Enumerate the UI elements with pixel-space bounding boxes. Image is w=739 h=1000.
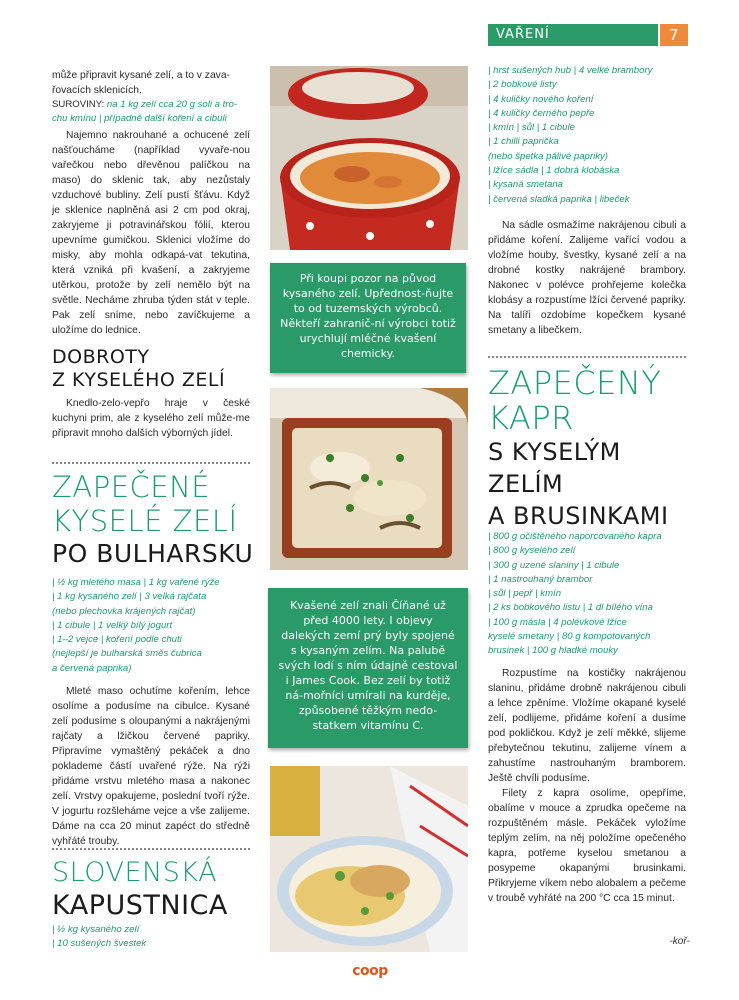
ingredient-line: | 4 kuličky nového koření <box>488 93 594 105</box>
ingredient-line: (nebo špetka pálivé papriky) <box>488 150 608 162</box>
ingredient-line: | 4 kuličky černého pepře <box>488 107 595 119</box>
recipe3-title-line-2: KAPR <box>488 399 574 437</box>
ingredient-line: | 300 g uzené slaniny | 1 cibule <box>488 559 620 571</box>
suroviny-items: na 1 kg zelí cca 20 g soli a tro- <box>106 99 238 110</box>
fact-box-history-text: Kvašené zelí znali Číňané už před 4000 lety. I objevy dalekých zemí prý byly spojené s kysaným zelím. Na palubě svých lodí s ním údajně cestoval i James Cook. Bez zelí by totiž ná-mořníci umírali na kurděje, způsobené těžkým nedo-statkem vitamínu C. <box>278 599 458 732</box>
recipe3-title-line-3: S KYSELÝM <box>488 438 621 466</box>
recipe3-method <box>488 666 686 906</box>
dobroty-text <box>52 396 250 441</box>
ingredient-line: | 2 ks bobkového listu | 1 dl bílého vína <box>488 602 653 614</box>
dobroty-heading <box>52 346 225 392</box>
ingredient-line: kyselé smetany | 80 g kompotovaných <box>488 631 651 643</box>
ingredient-line: | 800 g očištěného naporcovaného kapra <box>488 531 662 542</box>
ingredient-line: | 10 sušených švestek <box>52 938 147 950</box>
recipe3-title <box>488 366 698 532</box>
recipe2-method <box>488 218 686 338</box>
ingredient-line: | kmín | sůl | 1 cibule <box>488 122 575 134</box>
ingredient-line: | lžíce sádla | 1 dobrá klobáska <box>488 165 620 177</box>
suroviny-items-2: chu kmínu | případně další koření a cibuli <box>52 113 227 125</box>
recipe2-title-line-2: KAPUSTNICA <box>52 890 228 921</box>
suroviny-block <box>52 98 257 127</box>
coop-logo <box>348 962 392 980</box>
recipe1-title-line-3: PO BULHARSKU <box>52 539 254 568</box>
ingredient-line: | kysaná smetana <box>488 179 564 191</box>
ingredient-line: | 1 kg kysaného zelí | 3 velká rajčata <box>52 591 207 603</box>
ingredient-line: a červená paprika) <box>52 662 132 674</box>
ingredient-line: (nejlepší je bulharská směs čubrica <box>52 648 202 660</box>
recipe1-title-line-1: ZAPEČENÉ <box>52 470 211 504</box>
recipe1-method <box>52 684 250 849</box>
ingredient-line: | ½ kg kysaného zelí <box>52 924 140 935</box>
fish-plate-photo <box>270 766 468 952</box>
soup-photo <box>270 66 468 250</box>
intro-line-1: může připravit kysané zelí, a to v zava- <box>52 70 230 81</box>
ingredient-line: | 1–2 vejce | koření podle chuti <box>52 634 182 646</box>
recipe3-title-line-1: ZAPEČENÝ <box>488 364 662 402</box>
tip-box-origin <box>270 263 466 373</box>
recipe3-method-paragraph-2: Filety z kapra osolíme, opepříme, obalíme v mouce a zprudka opečeme na rozpuštěném másle. Pekáček vyložíme teplým zelím, na něj položíme opečeného kapra, potřeme kyselou smetanou a posypeme okapanými brusinkami. Přikryjeme víkem nebo alobalem a pečeme v troubě vyhřáté na 200 °C cca 15 minut. <box>488 788 686 904</box>
recipe2-title-line-1: SLOVENSKÁ <box>52 857 218 888</box>
author-signature: -koř- <box>669 936 690 947</box>
fact-box-history <box>268 588 468 748</box>
intro-text <box>52 68 252 98</box>
ingredient-line: | hrst sušených hub | 4 velké brambory <box>488 65 653 76</box>
ingredient-line: (nebo plechovka krájených rajčat) <box>52 605 196 617</box>
ingredient-line: brusinek | 100 g hladké mouky <box>488 645 618 657</box>
ingredient-line: | sůl | pepř | kmín <box>488 588 562 600</box>
dobroty-paragraph: Knedlo-zelo-vepřo hraje v české kuchyni prim, ale z kyselého zelí může-me připravit mnoho dalších výborných jídel. <box>52 398 250 439</box>
page-number-tab <box>660 24 688 46</box>
coop-logo-text: coop <box>352 963 388 979</box>
recipe1-method-paragraph: Mleté maso ochutíme kořením, lehce osolíme a podusíme na cibulce. Kysané zelí podusíme s oloupanými a nakrájenými rajčaty a lžičkou červené papriky. Připravíme vymaštěný pekáček a dno poklademe částí uvařené rýže. Na rýži přidáme vrstvu mletého masa a nakonec zelí. Vrstvy opakujeme, poslední tvoří rýže. V jogurtu rozšleháme vejce a vše zalijeme. Dáme na cca 20 minut zapéct do středně vyhřáté trouby. <box>52 686 250 847</box>
ingredient-line: | červená sladká paprika | libeček <box>488 193 630 205</box>
recipe1-ingredients <box>52 576 257 676</box>
ingredient-line: | 1 nastrouhaný brambor <box>488 573 593 585</box>
dobroty-heading-line-2: Z KYSELÉHO ZELÍ <box>52 369 226 391</box>
recipe2-method-paragraph: Na sádle osmažíme nakrájenou cibuli a přidáme koření. Zalijeme vařící vodou a vložíme houby, švestky, kysané zelí a na drobné kostky nakrájené brambory. Nakonec v polévce prohřejeme kolečka klobásy a rozpustíme lžíci červené papriky. Na talíři ozdobíme kopečkem kysané smetany a libečkem. <box>488 220 686 336</box>
ingredient-line: | 100 g másla | 4 polévkové lžíce <box>488 616 627 628</box>
recipe2-ingredients <box>52 923 257 952</box>
recipe3-ingredients <box>488 530 693 659</box>
recipe2-title <box>52 856 272 922</box>
recipe2-ingredients-cont <box>488 64 688 207</box>
recipe1-title <box>52 470 272 570</box>
divider-2 <box>52 848 250 850</box>
recipe3-title-line-5: A BRUSINKAMI <box>488 502 669 530</box>
ingredient-line: | ½ kg mletého masa | 1 kg vařené rýže <box>52 577 220 588</box>
method-text <box>52 128 250 338</box>
ingredient-line: | 1 cibule | 1 velký bílý jogurt <box>52 619 173 631</box>
ingredient-line: | 800 g kyselého zelí <box>488 545 576 557</box>
ingredient-line: | 1 chilli paprička <box>488 136 559 148</box>
recipe3-title-line-4: ZELÍM <box>488 470 564 498</box>
page-number: 7 <box>669 26 679 44</box>
baked-sauerkraut-photo <box>270 388 468 570</box>
divider-3 <box>488 356 686 358</box>
dobroty-heading-line-1: DOBROTY <box>52 346 150 368</box>
recipe1-title-line-2: KYSELÉ ZELÍ <box>52 504 238 538</box>
method-paragraph: Najemno nakrouhané a ochucené zelí našťoucháme (například vyvaře-nou vařečkou nebo dřevěnou palíčkou na maso) do sklenic tak, aby nezůstaly vzduchové bubliny. Zelí pustí šťávu. Když je sklenice naplněná asi 2 cm pod okraj, zakryjeme ji potravinářskou fólií, kterou upevníme gumičkou. Sklenici vložíme do misky, aby mohla odkapá-vat tekutina, která vzniká při kvašení, a zakryjeme utěrkou, protože by zelí nemělo být na světle. Necháme zhruba týden stát v teple. Pak zelí sníme, nebo zavíčkujeme a uložíme do lednice. <box>52 130 250 336</box>
recipe3-method-paragraph-1: Rozpustíme na kostičky nakrájenou slaninu, přidáme drobně nakrájenou cibuli a lehce zpěníme. Vložíme okapané kyselé zelí, podlijeme, přidáme koření a dusíme pod pokličkou. Když je zelí měkké, slijeme přebytečnou tekutinu, zalijeme vínem a zahustíme nastrouhaným bramborem. Ještě chvíli podusíme. <box>488 668 686 784</box>
intro-line-2: řovacích sklenicích. <box>52 85 142 96</box>
suroviny-label: SUROVINY: <box>52 99 105 110</box>
divider-1 <box>52 462 250 464</box>
section-title: VAŘENÍ <box>496 27 550 42</box>
tip-box-origin-text: Při koupi pozor na původ kysaného zelí. Upřednost-ňujte to od tuzemských výrobců. Někteří zahranič-ní výrobci totiž urychlují mléčné kvašení chemicky. <box>280 272 456 360</box>
section-header-bar <box>488 24 658 46</box>
ingredient-line: | 2 bobkové listy <box>488 79 557 91</box>
